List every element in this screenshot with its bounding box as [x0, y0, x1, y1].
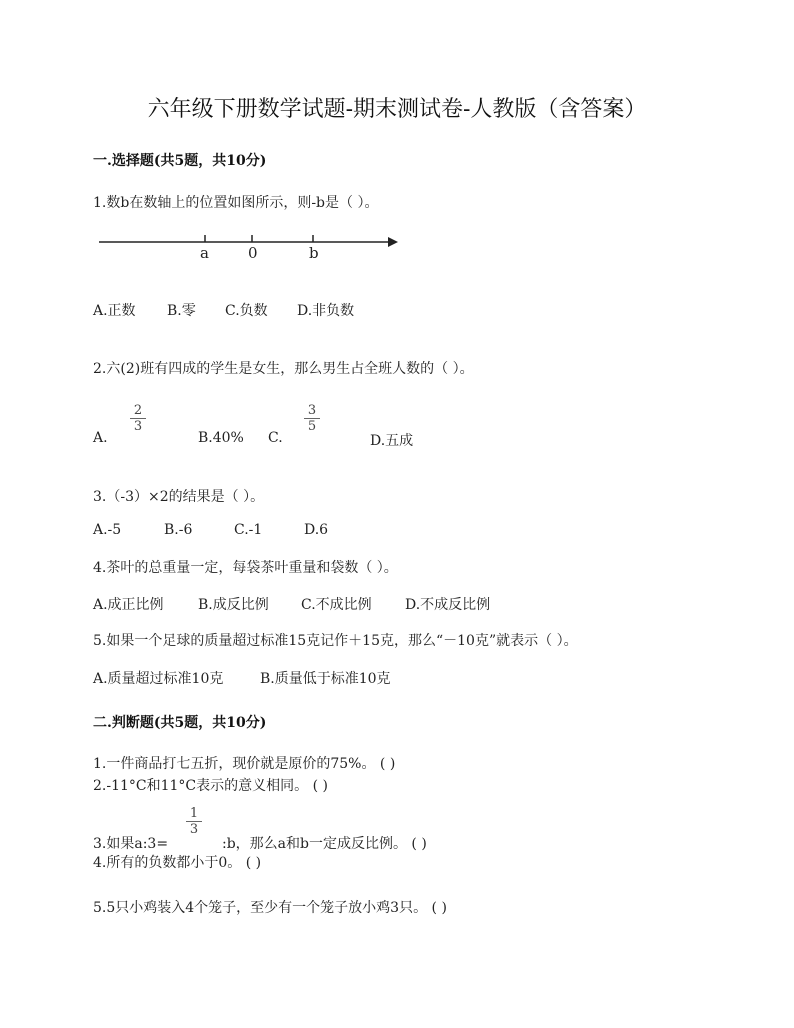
fraction-numerator: 2 [130, 403, 146, 419]
fraction-numerator: 1 [186, 806, 202, 822]
q3-option-a: A.-5 [93, 522, 122, 538]
question-1-text: 1.数b在数轴上的位置如图所示，则-b是（ ）。 [93, 195, 379, 211]
q2-option-b: B.40% [198, 430, 244, 446]
q4-option-c: C.不成比例 [301, 597, 372, 613]
judgement-3-text-end: :b，那么a和b一定成反比例。 ( ) [222, 836, 427, 852]
judgement-2-text: 2.-11°C和11°C表示的意义相同。 ( ) [93, 778, 328, 794]
section-heading-choice: 一.选择题(共5题，共10分) [93, 153, 267, 169]
q2-fraction-c [304, 403, 320, 434]
judgement-1-text: 1.一件商品打七五折，现价就是原价的75%。 ( ) [93, 756, 396, 772]
question-3-text: 3.（-3）×2的结果是（ ）。 [93, 489, 265, 505]
q2-option-c: C. [268, 430, 283, 446]
q1-option-a: A.正数 [93, 303, 136, 319]
axis-label-zero: 0 [248, 244, 258, 262]
fraction-numerator: 3 [304, 403, 320, 419]
q1-option-b: B.零 [167, 303, 196, 319]
question-2-text: 2.六(2)班有四成的学生是女生，那么男生占全班人数的（ ）。 [93, 361, 474, 377]
q5-option-b: B.质量低于标准10克 [260, 671, 391, 687]
q2-fraction-a [130, 403, 146, 434]
axis-label-a: a [200, 244, 209, 262]
judgement-3-text-start: 3.如果a:3= [93, 836, 169, 852]
q5-option-a: A.质量超过标准10克 [93, 671, 224, 687]
q4-option-a: A.成正比例 [93, 597, 164, 613]
question-5-text: 5.如果一个足球的质量超过标准15克记作＋15克，那么“－10克”就表示（ ）。 [93, 633, 578, 649]
judgement-4-text: 4.所有的负数都小于0。 ( ) [93, 855, 262, 871]
q3-option-d: D.6 [304, 522, 329, 538]
fraction-denominator: 3 [189, 822, 199, 837]
q4-option-d: D.不成反比例 [405, 597, 491, 613]
judgement-5-text: 5.5只小鸡装入4个笼子，至少有一个笼子放小鸡3只。 ( ) [93, 900, 447, 916]
q1-option-c: C.负数 [225, 303, 268, 319]
q4-option-b: B.成反比例 [198, 597, 269, 613]
q2-option-a: A. [93, 430, 108, 446]
q2-option-d: D.五成 [370, 433, 414, 449]
page-title: 六年级下册数学试题-期末测试卷-人教版（含答案） [147, 97, 647, 122]
section-heading-judgement: 二.判断题(共5题，共10分) [93, 715, 267, 731]
q3-option-c: C.-1 [234, 522, 263, 538]
q3-option-b: B.-6 [164, 522, 193, 538]
judgement-3-fraction [186, 806, 202, 837]
axis-label-b: b [309, 244, 319, 262]
fraction-denominator: 3 [133, 419, 143, 434]
q1-option-d: D.非负数 [297, 303, 355, 319]
fraction-denominator: 5 [307, 419, 317, 434]
question-4-text: 4.茶叶的总重量一定，每袋茶叶重量和袋数（ ）。 [93, 560, 398, 576]
